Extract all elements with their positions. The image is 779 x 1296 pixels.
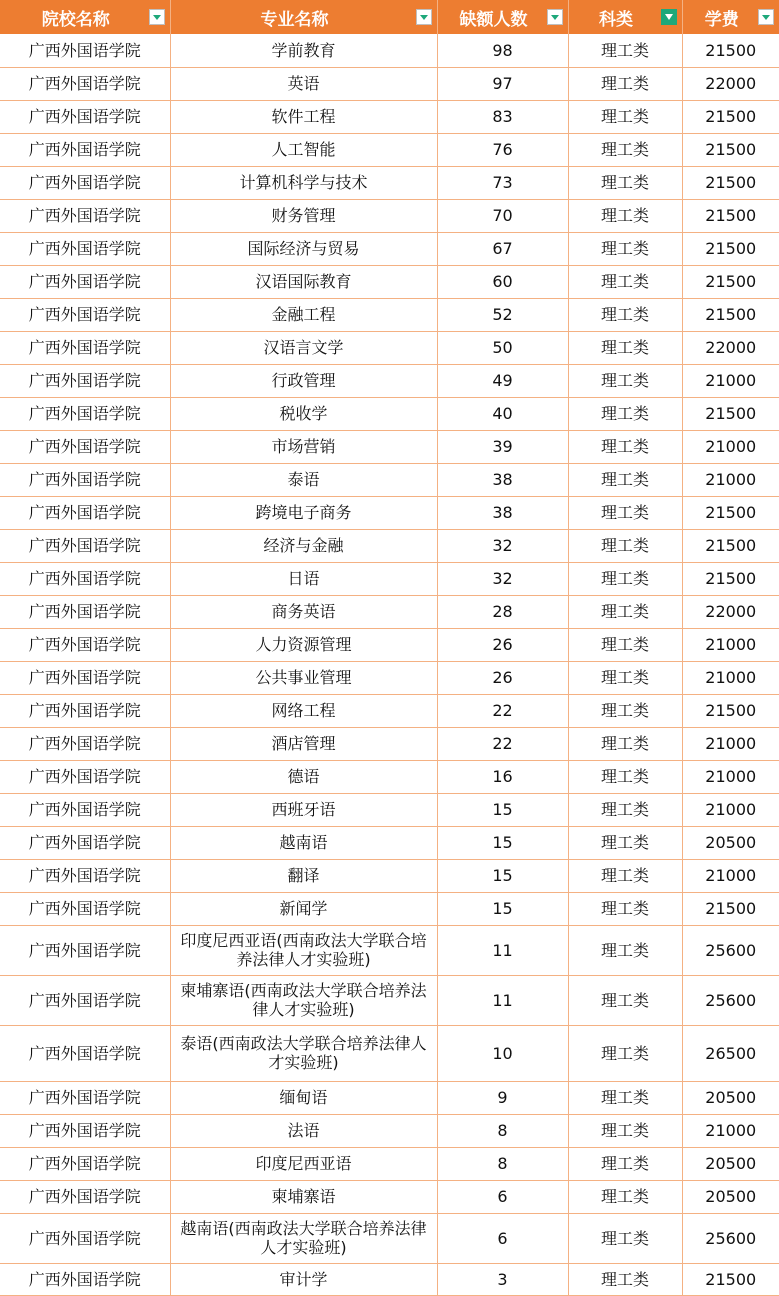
cell-vacancy-count[interactable]: 38	[437, 463, 568, 496]
cell-subject-category[interactable]: 理工类	[568, 1263, 682, 1295]
cell-subject-category[interactable]: 理工类	[568, 463, 682, 496]
cell-tuition[interactable]: 21500	[682, 232, 779, 265]
table-row	[0, 232, 779, 265]
cell-school-name[interactable]: 广西外国语学院	[0, 661, 170, 694]
cell-tuition[interactable]: 21000	[682, 1114, 779, 1147]
header-tuition[interactable]	[682, 0, 779, 34]
table-row	[0, 694, 779, 727]
cell-major-name[interactable]: 印度尼西亚语	[170, 1147, 437, 1180]
cell-school-name[interactable]: 广西外国语学院	[0, 892, 170, 925]
cell-major-name[interactable]: 英语	[170, 67, 437, 100]
cell-tuition[interactable]: 21000	[682, 430, 779, 463]
cell-major-name[interactable]: 汉语言文学	[170, 331, 437, 364]
cell-subject-category[interactable]: 理工类	[568, 133, 682, 166]
cell-major-name[interactable]: 泰语	[170, 463, 437, 496]
cell-subject-category[interactable]: 理工类	[568, 1081, 682, 1114]
table-row	[0, 166, 779, 199]
cell-subject-category[interactable]: 理工类	[568, 562, 682, 595]
cell-school-name[interactable]: 广西外国语学院	[0, 859, 170, 892]
cell-major-name[interactable]: 印度尼西亚语(西南政法大学联合培养法律人才实验班)	[170, 925, 437, 975]
cell-tuition[interactable]: 21500	[682, 694, 779, 727]
cell-major-name[interactable]: 缅甸语	[170, 1081, 437, 1114]
cell-school-name[interactable]: 广西外国语学院	[0, 1114, 170, 1147]
cell-school-name[interactable]: 广西外国语学院	[0, 397, 170, 430]
cell-vacancy-count[interactable]: 11	[437, 975, 568, 1025]
table-row	[0, 826, 779, 859]
cell-tuition[interactable]: 21500	[682, 34, 779, 67]
cell-vacancy-count[interactable]: 22	[437, 694, 568, 727]
table-row	[0, 364, 779, 397]
cell-tuition[interactable]: 21000	[682, 364, 779, 397]
cell-subject-category[interactable]: 理工类	[568, 100, 682, 133]
cell-tuition[interactable]: 22000	[682, 67, 779, 100]
cell-subject-category[interactable]: 理工类	[568, 892, 682, 925]
cell-vacancy-count[interactable]: 15	[437, 859, 568, 892]
table-row	[0, 34, 779, 67]
cell-school-name[interactable]: 广西外国语学院	[0, 925, 170, 975]
filter-dropdown-icon[interactable]	[547, 9, 563, 25]
cell-school-name[interactable]: 广西外国语学院	[0, 1081, 170, 1114]
cell-vacancy-count[interactable]: 26	[437, 661, 568, 694]
filter-dropdown-icon[interactable]	[149, 9, 165, 25]
cell-tuition[interactable]: 21500	[682, 1263, 779, 1295]
table-row	[0, 496, 779, 529]
cell-vacancy-count[interactable]: 32	[437, 562, 568, 595]
cell-school-name[interactable]: 广西外国语学院	[0, 1263, 170, 1295]
cell-major-name[interactable]: 新闻学	[170, 892, 437, 925]
cell-tuition[interactable]: 21000	[682, 661, 779, 694]
cell-tuition[interactable]: 21000	[682, 463, 779, 496]
cell-vacancy-count[interactable]: 60	[437, 265, 568, 298]
cell-subject-category[interactable]: 理工类	[568, 1213, 682, 1263]
table-row	[0, 463, 779, 496]
cell-school-name[interactable]: 广西外国语学院	[0, 199, 170, 232]
cell-tuition[interactable]: 21500	[682, 265, 779, 298]
cell-tuition[interactable]: 21000	[682, 628, 779, 661]
header-label: 科类	[599, 9, 633, 30]
table-row	[0, 1025, 779, 1081]
cell-subject-category[interactable]: 理工类	[568, 975, 682, 1025]
cell-vacancy-count[interactable]: 76	[437, 133, 568, 166]
cell-vacancy-count[interactable]: 8	[437, 1114, 568, 1147]
cell-subject-category[interactable]: 理工类	[568, 694, 682, 727]
header-row	[0, 0, 779, 34]
cell-school-name[interactable]: 广西外国语学院	[0, 496, 170, 529]
table-row	[0, 859, 779, 892]
cell-school-name[interactable]: 广西外国语学院	[0, 694, 170, 727]
table-row	[0, 1263, 779, 1295]
cell-tuition[interactable]: 26500	[682, 1025, 779, 1081]
cell-tuition[interactable]: 21500	[682, 133, 779, 166]
header-vacancy-count[interactable]	[437, 0, 568, 34]
cell-vacancy-count[interactable]: 26	[437, 628, 568, 661]
cell-tuition[interactable]: 25600	[682, 1213, 779, 1263]
table-row	[0, 1213, 779, 1263]
cell-vacancy-count[interactable]: 32	[437, 529, 568, 562]
cell-subject-category[interactable]: 理工类	[568, 430, 682, 463]
cell-school-name[interactable]: 广西外国语学院	[0, 67, 170, 100]
filter-active-funnel-icon[interactable]	[661, 9, 677, 25]
cell-major-name[interactable]: 公共事业管理	[170, 661, 437, 694]
cell-vacancy-count[interactable]: 9	[437, 1081, 568, 1114]
cell-major-name[interactable]: 汉语国际教育	[170, 265, 437, 298]
cell-vacancy-count[interactable]: 73	[437, 166, 568, 199]
cell-vacancy-count[interactable]: 3	[437, 1263, 568, 1295]
cell-vacancy-count[interactable]: 49	[437, 364, 568, 397]
cell-subject-category[interactable]: 理工类	[568, 496, 682, 529]
cell-tuition[interactable]: 21500	[682, 298, 779, 331]
cell-tuition[interactable]: 21000	[682, 793, 779, 826]
cell-vacancy-count[interactable]: 98	[437, 34, 568, 67]
cell-major-name[interactable]: 学前教育	[170, 34, 437, 67]
cell-major-name[interactable]: 越南语(西南政法大学联合培养法律人才实验班)	[170, 1213, 437, 1263]
cell-tuition[interactable]: 20500	[682, 1180, 779, 1213]
cell-tuition[interactable]: 21500	[682, 199, 779, 232]
table-row	[0, 199, 779, 232]
cell-school-name[interactable]: 广西外国语学院	[0, 463, 170, 496]
table-row	[0, 925, 779, 975]
cell-tuition[interactable]: 25600	[682, 925, 779, 975]
cell-school-name[interactable]: 广西外国语学院	[0, 331, 170, 364]
cell-school-name[interactable]: 广西外国语学院	[0, 975, 170, 1025]
header-label: 院校名称	[41, 9, 110, 30]
cell-tuition[interactable]: 21500	[682, 397, 779, 430]
cell-subject-category[interactable]: 理工类	[568, 67, 682, 100]
cell-subject-category[interactable]: 理工类	[568, 1114, 682, 1147]
cell-vacancy-count[interactable]: 70	[437, 199, 568, 232]
cell-subject-category[interactable]: 理工类	[568, 1025, 682, 1081]
table-row	[0, 1147, 779, 1180]
cell-tuition[interactable]: 21000	[682, 727, 779, 760]
cell-subject-category[interactable]: 理工类	[568, 298, 682, 331]
cell-major-name[interactable]: 行政管理	[170, 364, 437, 397]
table-row	[0, 727, 779, 760]
cell-tuition[interactable]: 21500	[682, 892, 779, 925]
cell-major-name[interactable]: 柬埔寨语(西南政法大学联合培养法律人才实验班)	[170, 975, 437, 1025]
cell-tuition[interactable]: 20500	[682, 1147, 779, 1180]
cell-vacancy-count[interactable]: 50	[437, 331, 568, 364]
cell-vacancy-count[interactable]: 28	[437, 595, 568, 628]
cell-major-name[interactable]: 商务英语	[170, 595, 437, 628]
cell-school-name[interactable]: 广西外国语学院	[0, 364, 170, 397]
cell-major-name[interactable]: 市场营销	[170, 430, 437, 463]
cell-tuition[interactable]: 25600	[682, 975, 779, 1025]
cell-tuition[interactable]: 20500	[682, 826, 779, 859]
cell-subject-category[interactable]: 理工类	[568, 34, 682, 67]
cell-subject-category[interactable]: 理工类	[568, 1147, 682, 1180]
cell-vacancy-count[interactable]: 15	[437, 892, 568, 925]
cell-major-name[interactable]: 法语	[170, 1114, 437, 1147]
cell-subject-category[interactable]: 理工类	[568, 925, 682, 975]
table-row	[0, 562, 779, 595]
filter-dropdown-icon[interactable]	[416, 9, 432, 25]
cell-major-name[interactable]: 泰语(西南政法大学联合培养法律人才实验班)	[170, 1025, 437, 1081]
cell-vacancy-count[interactable]: 40	[437, 397, 568, 430]
cell-tuition[interactable]: 21000	[682, 859, 779, 892]
cell-school-name[interactable]: 广西外国语学院	[0, 826, 170, 859]
cell-subject-category[interactable]: 理工类	[568, 727, 682, 760]
table-row	[0, 628, 779, 661]
table-row	[0, 760, 779, 793]
cell-school-name[interactable]: 广西外国语学院	[0, 793, 170, 826]
cell-subject-category[interactable]: 理工类	[568, 595, 682, 628]
cell-vacancy-count[interactable]: 16	[437, 760, 568, 793]
table-row	[0, 100, 779, 133]
cell-tuition[interactable]: 21500	[682, 529, 779, 562]
cell-major-name[interactable]: 人工智能	[170, 133, 437, 166]
table-row	[0, 1114, 779, 1147]
table-row	[0, 67, 779, 100]
cell-school-name[interactable]: 广西外国语学院	[0, 166, 170, 199]
header-label: 专业名称	[260, 9, 329, 30]
cell-subject-category[interactable]: 理工类	[568, 166, 682, 199]
cell-vacancy-count[interactable]: 52	[437, 298, 568, 331]
cell-subject-category[interactable]: 理工类	[568, 232, 682, 265]
table-row	[0, 793, 779, 826]
table-row	[0, 430, 779, 463]
cell-vacancy-count[interactable]: 6	[437, 1213, 568, 1263]
cell-vacancy-count[interactable]: 15	[437, 826, 568, 859]
cell-major-name[interactable]: 人力资源管理	[170, 628, 437, 661]
cell-major-name[interactable]: 税收学	[170, 397, 437, 430]
cell-major-name[interactable]: 日语	[170, 562, 437, 595]
cell-subject-category[interactable]: 理工类	[568, 529, 682, 562]
cell-major-name[interactable]: 酒店管理	[170, 727, 437, 760]
cell-major-name[interactable]: 柬埔寨语	[170, 1180, 437, 1213]
cell-major-name[interactable]: 越南语	[170, 826, 437, 859]
cell-tuition[interactable]: 21500	[682, 100, 779, 133]
cell-school-name[interactable]: 广西外国语学院	[0, 1147, 170, 1180]
cell-tuition[interactable]: 20500	[682, 1081, 779, 1114]
cell-school-name[interactable]: 广西外国语学院	[0, 727, 170, 760]
cell-major-name[interactable]: 国际经济与贸易	[170, 232, 437, 265]
cell-major-name[interactable]: 网络工程	[170, 694, 437, 727]
cell-school-name[interactable]: 广西外国语学院	[0, 133, 170, 166]
cell-tuition[interactable]: 22000	[682, 331, 779, 364]
cell-major-name[interactable]: 西班牙语	[170, 793, 437, 826]
table-row	[0, 892, 779, 925]
header-label: 缺额人数	[459, 9, 528, 30]
table-row	[0, 529, 779, 562]
cell-major-name[interactable]: 计算机科学与技术	[170, 166, 437, 199]
cell-school-name[interactable]: 广西外国语学院	[0, 595, 170, 628]
cell-subject-category[interactable]: 理工类	[568, 793, 682, 826]
cell-major-name[interactable]: 德语	[170, 760, 437, 793]
cell-school-name[interactable]: 广西外国语学院	[0, 760, 170, 793]
cell-tuition[interactable]: 22000	[682, 595, 779, 628]
cell-major-name[interactable]: 翻译	[170, 859, 437, 892]
cell-school-name[interactable]: 广西外国语学院	[0, 100, 170, 133]
cell-major-name[interactable]: 软件工程	[170, 100, 437, 133]
cell-school-name[interactable]: 广西外国语学院	[0, 1025, 170, 1081]
cell-school-name[interactable]: 广西外国语学院	[0, 430, 170, 463]
cell-school-name[interactable]: 广西外国语学院	[0, 1213, 170, 1263]
cell-subject-category[interactable]: 理工类	[568, 760, 682, 793]
table-row	[0, 1180, 779, 1213]
cell-major-name[interactable]: 金融工程	[170, 298, 437, 331]
table-row	[0, 661, 779, 694]
cell-school-name[interactable]: 广西外国语学院	[0, 265, 170, 298]
cell-subject-category[interactable]: 理工类	[568, 199, 682, 232]
cell-major-name[interactable]: 审计学	[170, 1263, 437, 1295]
cell-tuition[interactable]: 21000	[682, 760, 779, 793]
cell-major-name[interactable]: 跨境电子商务	[170, 496, 437, 529]
cell-vacancy-count[interactable]: 15	[437, 793, 568, 826]
cell-subject-category[interactable]: 理工类	[568, 331, 682, 364]
cell-subject-category[interactable]: 理工类	[568, 1180, 682, 1213]
cell-subject-category[interactable]: 理工类	[568, 364, 682, 397]
table-row	[0, 1081, 779, 1114]
cell-subject-category[interactable]: 理工类	[568, 661, 682, 694]
cell-school-name[interactable]: 广西外国语学院	[0, 628, 170, 661]
table-row	[0, 975, 779, 1025]
cell-vacancy-count[interactable]: 8	[437, 1147, 568, 1180]
table-row	[0, 331, 779, 364]
cell-school-name[interactable]: 广西外国语学院	[0, 562, 170, 595]
cell-subject-category[interactable]: 理工类	[568, 265, 682, 298]
cell-major-name[interactable]: 财务管理	[170, 199, 437, 232]
table-row	[0, 133, 779, 166]
cell-school-name[interactable]: 广西外国语学院	[0, 232, 170, 265]
cell-subject-category[interactable]: 理工类	[568, 826, 682, 859]
cell-major-name[interactable]: 经济与金融	[170, 529, 437, 562]
cell-school-name[interactable]: 广西外国语学院	[0, 1180, 170, 1213]
cell-tuition[interactable]: 21500	[682, 562, 779, 595]
cell-vacancy-count[interactable]: 11	[437, 925, 568, 975]
cell-school-name[interactable]: 广西外国语学院	[0, 529, 170, 562]
cell-vacancy-count[interactable]: 39	[437, 430, 568, 463]
cell-school-name[interactable]: 广西外国语学院	[0, 34, 170, 67]
cell-vacancy-count[interactable]: 22	[437, 727, 568, 760]
header-subject-category[interactable]	[568, 0, 682, 34]
cell-subject-category[interactable]: 理工类	[568, 859, 682, 892]
cell-vacancy-count[interactable]: 38	[437, 496, 568, 529]
cell-school-name[interactable]: 广西外国语学院	[0, 298, 170, 331]
cell-tuition[interactable]: 21500	[682, 496, 779, 529]
table-row	[0, 595, 779, 628]
cell-vacancy-count[interactable]: 83	[437, 100, 568, 133]
table-row	[0, 397, 779, 430]
cell-subject-category[interactable]: 理工类	[568, 397, 682, 430]
filter-dropdown-icon[interactable]	[758, 9, 774, 25]
cell-tuition[interactable]: 21500	[682, 166, 779, 199]
header-label: 学费	[704, 9, 739, 30]
cell-vacancy-count[interactable]: 6	[437, 1180, 568, 1213]
header-school-name[interactable]	[0, 0, 170, 34]
table-row	[0, 265, 779, 298]
cell-subject-category[interactable]: 理工类	[568, 628, 682, 661]
cell-vacancy-count[interactable]: 67	[437, 232, 568, 265]
header-major-name[interactable]	[170, 0, 437, 34]
table-row	[0, 298, 779, 331]
cell-vacancy-count[interactable]: 97	[437, 67, 568, 100]
cell-vacancy-count[interactable]: 10	[437, 1025, 568, 1081]
